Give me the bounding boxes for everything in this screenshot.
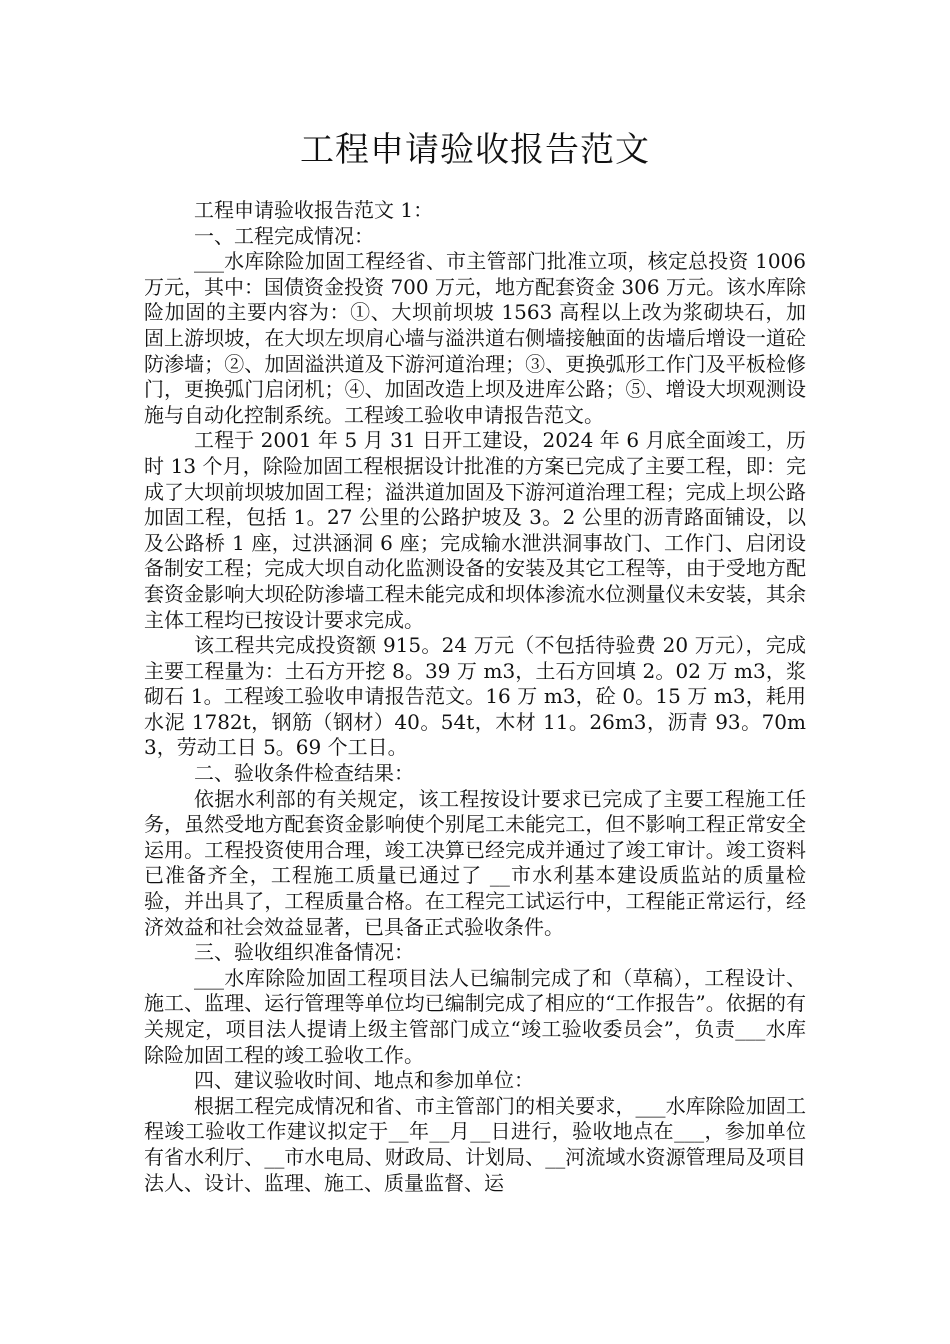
paragraph-intro: 工程申请验收报告范文 1：	[194, 198, 434, 222]
heading-section-3: 三、验收组织准备情况：	[194, 940, 414, 965]
heading-section-2: 二、验收条件检查结果：	[194, 761, 414, 786]
paragraph-time-location-units: 根据工程完成情况和省、市主管部门的相关要求，___水库除险加固工程竣工验收工作建议拟定于__年__月__日进行，验收地点在___，参加单位有省水利厅、__市水电局、财政局、计划局、__河流域水资源管理局及项目法人、设计、监理、施工、质量监督、运	[144, 1093, 806, 1195]
paragraph-project-overview: ___水库除险加固工程经省、市主管部门批准立项，核定总投资 1006 万元，其中：国债资金投资 700 万元，地方配套资金 306 万元。该水库除险加固的主要内容为：①、大坝前坝坡 1563 高程以上改为浆砌块石，加固上游坝坡，在大坝左坝肩心墙与溢洪道右侧墙接触面的齿墙后增设一道砼防渗墙；②、加固溢洪道及下游河道治理；③、更换弧形工作门及平板检修门，更换弧门启闭机；④、加固改造上坝及进库公路；⑤、增设大坝观测设施与自动化控制系统。工程竣工验收申请报告范文。	[144, 249, 806, 427]
paragraph-acceptance-conditions: 依据水利部的有关规定，该工程按设计要求已完成了主要工程施工任务，虽然受地方配套资金影响使个别尾工未能完工，但不影响工程正常安全运用。工程投资使用合理，竣工决算已经完成并通过了竣工审计。竣工资料已准备齐全，工程施工质量已通过了 __市水利基本建设质监站的质量检验，并出具了，工程质量合格。在工程完工试运行中，工程能正常运行，经济效益和社会效益显著，已具备正式验收条件。	[144, 786, 806, 939]
heading-section-1: 一、工程完成情况：	[194, 223, 374, 248]
document-body	[144, 198, 806, 1196]
document-title: 工程申请验收报告范文	[300, 130, 650, 170]
paragraph-organization-preparation: ___水库除险加固工程项目法人已编制完成了和（草稿），工程设计、施工、监理、运行管理等单位均已编制完成了相应的“工作报告”。依据的有关规定，项目法人提请上级主管部门成立“竣工验收委员会”，负责___水库除险加固工程的竣工验收工作。	[144, 965, 806, 1067]
heading-section-4: 四、建议验收时间、地点和参加单位：	[194, 1068, 534, 1093]
paragraph-construction-progress: 工程于 2001 年 5 月 31 日开工建设，2024 年 6 月底全面竣工，历时 13 个月，除险加固工程根据设计批准的方案已完成了主要工程，即：完成了大坝前坝坡加固工程；溢洪道加固及下游河道治理工程；完成上坝公路加固工程，包括 1。27 公里的公路护坡及 3。2 公里的沥青路面铺设，以及公路桥 1 座，过洪涵洞 6 座；完成输水泄洪洞事故门、工作门、启闭设备制安工程；完成大坝自动化监测设备的安装及其它工程等，由于受地方配套资金影响大坝砼防渗墙工程未能完成和坝体渗流水位测量仪未安装，其余主体工程均已按设计要求完成。	[144, 428, 806, 632]
paragraph-investment-quantities: 该工程共完成投资额 915。24 万元（不包括待验费 20 万元），完成主要工程量为：土石方开挖 8。39 万 m3，土石方回填 2。02 万 m3，浆砌石 1。工程竣工验收申请报告范文。16 万 m3，砼 0。15 万 m3，耗用水泥 1782t，钢筋（钢材）40。54t，木材 11。26m3，沥青 93。70m3，劳动工日 5。69 个工日。	[144, 633, 806, 760]
